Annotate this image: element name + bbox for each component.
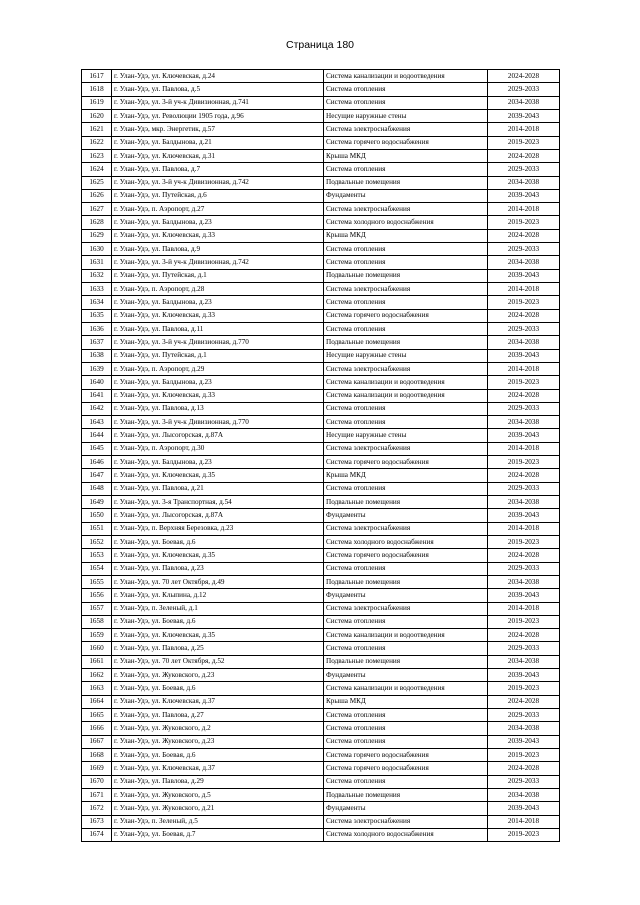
row-number: 1668 <box>82 748 112 761</box>
building-address: г. Улан-Удэ, п. Аэропорт, д.27 <box>112 203 324 216</box>
row-number: 1650 <box>82 509 112 522</box>
repair-period: 2014-2018 <box>488 602 560 615</box>
row-number: 1657 <box>82 602 112 615</box>
building-element: Система отопления <box>324 562 488 575</box>
repair-period: 2019-2023 <box>488 456 560 469</box>
row-number: 1623 <box>82 149 112 162</box>
table-row <box>82 642 560 655</box>
building-element: Подвальные помещения <box>324 575 488 588</box>
table-row <box>82 296 560 309</box>
table-row <box>82 429 560 442</box>
row-number: 1625 <box>82 176 112 189</box>
repair-period: 2039-2043 <box>488 429 560 442</box>
row-number: 1643 <box>82 416 112 429</box>
table-row <box>82 828 560 841</box>
row-number: 1663 <box>82 682 112 695</box>
table-row <box>82 589 560 602</box>
table-row <box>82 509 560 522</box>
table-row <box>82 402 560 415</box>
row-number: 1641 <box>82 389 112 402</box>
row-number: 1666 <box>82 722 112 735</box>
table-row <box>82 70 560 83</box>
row-number: 1640 <box>82 376 112 389</box>
building-element: Система электроснабжения <box>324 522 488 535</box>
building-address: г. Улан-Удэ, ул. 70 лет Октября, д.52 <box>112 655 324 668</box>
building-element: Система отопления <box>324 775 488 788</box>
building-address: г. Улан-Удэ, ул. Боевая, д.6 <box>112 682 324 695</box>
repair-period: 2039-2043 <box>488 189 560 202</box>
building-element: Крыша МКД <box>324 229 488 242</box>
building-address: г. Улан-Удэ, ул. Ключевская, д.33 <box>112 229 324 242</box>
row-number: 1669 <box>82 762 112 775</box>
table-row <box>82 469 560 482</box>
table-row <box>82 163 560 176</box>
table-row <box>82 669 560 682</box>
table-row <box>82 682 560 695</box>
row-number: 1670 <box>82 775 112 788</box>
table-row <box>82 709 560 722</box>
row-number: 1647 <box>82 469 112 482</box>
building-element: Крыша МКД <box>324 695 488 708</box>
building-address: г. Улан-Удэ, ул. Балдынова, д.21 <box>112 136 324 149</box>
repair-period: 2039-2043 <box>488 269 560 282</box>
building-element: Фундаменты <box>324 589 488 602</box>
repair-period: 2024-2028 <box>488 469 560 482</box>
row-number: 1672 <box>82 802 112 815</box>
row-number: 1626 <box>82 189 112 202</box>
building-element: Подвальные помещения <box>324 788 488 801</box>
building-address: г. Улан-Удэ, ул. Ключевская, д.35 <box>112 469 324 482</box>
building-element: Система электроснабжения <box>324 362 488 375</box>
building-address: г. Улан-Удэ, ул. Павлова, д.25 <box>112 642 324 655</box>
building-element: Система отопления <box>324 722 488 735</box>
building-address: г. Улан-Удэ, п. Зеленый, д.1 <box>112 602 324 615</box>
table-row <box>82 123 560 136</box>
row-number: 1673 <box>82 815 112 828</box>
building-element: Система отопления <box>324 482 488 495</box>
building-element: Система горячего водоснабжения <box>324 748 488 761</box>
building-address: г. Улан-Удэ, ул. Павлова, д.23 <box>112 562 324 575</box>
repair-period: 2014-2018 <box>488 203 560 216</box>
repair-period: 2019-2023 <box>488 828 560 841</box>
row-number: 1649 <box>82 496 112 509</box>
building-address: г. Улан-Удэ, ул. Жуковского, д.23 <box>112 735 324 748</box>
table-row <box>82 216 560 229</box>
repair-period: 2024-2028 <box>488 149 560 162</box>
row-number: 1646 <box>82 456 112 469</box>
repair-period: 2019-2023 <box>488 296 560 309</box>
building-element: Подвальные помещения <box>324 269 488 282</box>
repair-period: 2034-2038 <box>488 416 560 429</box>
row-number: 1661 <box>82 655 112 668</box>
building-address: г. Улан-Удэ, ул. Ключевская, д.31 <box>112 149 324 162</box>
repair-period: 2024-2028 <box>488 389 560 402</box>
building-element: Фундаменты <box>324 802 488 815</box>
building-element: Несущие наружные стены <box>324 429 488 442</box>
repair-period: 2029-2033 <box>488 709 560 722</box>
building-element: Фундаменты <box>324 509 488 522</box>
repair-period: 2034-2038 <box>488 655 560 668</box>
building-address: г. Улан-Удэ, ул. Боевая, д.6 <box>112 615 324 628</box>
building-address: г. Улан-Удэ, ул. Павлова, д.5 <box>112 83 324 96</box>
repair-period: 2024-2028 <box>488 229 560 242</box>
table-row <box>82 615 560 628</box>
row-number: 1654 <box>82 562 112 575</box>
repair-period: 2029-2033 <box>488 243 560 256</box>
row-number: 1665 <box>82 709 112 722</box>
building-address: г. Улан-Удэ, ул. 3-й уч-к Дивизионная, д.742 <box>112 256 324 269</box>
repair-period: 2034-2038 <box>488 496 560 509</box>
repair-period: 2029-2033 <box>488 322 560 335</box>
registry-table <box>81 69 560 842</box>
row-number: 1637 <box>82 336 112 349</box>
repair-period: 2029-2033 <box>488 775 560 788</box>
repair-period: 2039-2043 <box>488 109 560 122</box>
repair-period: 2034-2038 <box>488 722 560 735</box>
building-element: Система отопления <box>324 402 488 415</box>
building-element: Система горячего водоснабжения <box>324 309 488 322</box>
table-row <box>82 283 560 296</box>
building-address: г. Улан-Удэ, ул. Балдынова, д.23 <box>112 456 324 469</box>
repair-period: 2014-2018 <box>488 123 560 136</box>
table-row <box>82 269 560 282</box>
building-element: Система канализации и водоотведения <box>324 682 488 695</box>
building-element: Крыша МКД <box>324 149 488 162</box>
table-row <box>82 482 560 495</box>
building-element: Подвальные помещения <box>324 496 488 509</box>
building-address: г. Улан-Удэ, ул. 3-я Транспортная, д.54 <box>112 496 324 509</box>
building-address: г. Улан-Удэ, ул. Жуковского, д.23 <box>112 669 324 682</box>
building-address: г. Улан-Удэ, ул. 3-й уч-к Дивизионная, д.770 <box>112 336 324 349</box>
table-row <box>82 176 560 189</box>
table-row <box>82 349 560 362</box>
building-address: г. Улан-Удэ, ул. Ключевская, д.33 <box>112 389 324 402</box>
building-element: Система холодного водоснабжения <box>324 535 488 548</box>
repair-period: 2014-2018 <box>488 442 560 455</box>
row-number: 1658 <box>82 615 112 628</box>
row-number: 1652 <box>82 535 112 548</box>
table-row <box>82 562 560 575</box>
row-number: 1619 <box>82 96 112 109</box>
table-row <box>82 522 560 535</box>
building-element: Система отопления <box>324 709 488 722</box>
building-address: г. Улан-Удэ, ул. Павлова, д.11 <box>112 322 324 335</box>
table-row <box>82 629 560 642</box>
building-address: г. Улан-Удэ, ул. Путейская, д.1 <box>112 269 324 282</box>
building-element: Система отопления <box>324 256 488 269</box>
row-number: 1674 <box>82 828 112 841</box>
building-element: Фундаменты <box>324 669 488 682</box>
repair-period: 2014-2018 <box>488 815 560 828</box>
repair-period: 2039-2043 <box>488 735 560 748</box>
row-number: 1633 <box>82 283 112 296</box>
repair-period: 2034-2038 <box>488 256 560 269</box>
building-address: г. Улан-Удэ, ул. Лысогорская, д.87А <box>112 429 324 442</box>
building-address: г. Улан-Удэ, ул. Балдынова, д.23 <box>112 296 324 309</box>
row-number: 1631 <box>82 256 112 269</box>
building-element: Система отопления <box>324 735 488 748</box>
table-row <box>82 802 560 815</box>
building-address: г. Улан-Удэ, п. Аэропорт, д.28 <box>112 283 324 296</box>
row-number: 1660 <box>82 642 112 655</box>
building-element: Система канализации и водоотведения <box>324 389 488 402</box>
repair-period: 2039-2043 <box>488 802 560 815</box>
row-number: 1636 <box>82 322 112 335</box>
row-number: 1629 <box>82 229 112 242</box>
table-row <box>82 229 560 242</box>
row-number: 1667 <box>82 735 112 748</box>
table-row <box>82 762 560 775</box>
building-element: Система холодного водоснабжения <box>324 828 488 841</box>
building-element: Система отопления <box>324 322 488 335</box>
building-address: г. Улан-Удэ, ул. Боевая, д.7 <box>112 828 324 841</box>
table-row <box>82 189 560 202</box>
table-row <box>82 788 560 801</box>
building-element: Система горячего водоснабжения <box>324 762 488 775</box>
table-row <box>82 136 560 149</box>
building-element: Крыша МКД <box>324 469 488 482</box>
row-number: 1659 <box>82 629 112 642</box>
repair-period: 2024-2028 <box>488 309 560 322</box>
table-row <box>82 322 560 335</box>
repair-period: 2014-2018 <box>488 362 560 375</box>
row-number: 1642 <box>82 402 112 415</box>
building-address: г. Улан-Удэ, ул. Революции 1905 года, д.96 <box>112 109 324 122</box>
table-row <box>82 775 560 788</box>
building-address: г. Улан-Удэ, ул. Балдынова, д.23 <box>112 376 324 389</box>
row-number: 1664 <box>82 695 112 708</box>
table-row <box>82 336 560 349</box>
building-element: Фундаменты <box>324 189 488 202</box>
row-number: 1656 <box>82 589 112 602</box>
row-number: 1644 <box>82 429 112 442</box>
repair-period: 2019-2023 <box>488 748 560 761</box>
building-element: Система электроснабжения <box>324 815 488 828</box>
repair-period: 2029-2033 <box>488 642 560 655</box>
repair-period: 2019-2023 <box>488 682 560 695</box>
row-number: 1630 <box>82 243 112 256</box>
building-address: г. Улан-Удэ, ул. Путейская, д.6 <box>112 189 324 202</box>
table-row <box>82 96 560 109</box>
repair-period: 2029-2033 <box>488 402 560 415</box>
table-row <box>82 748 560 761</box>
row-number: 1627 <box>82 203 112 216</box>
building-element: Система горячего водоснабжения <box>324 456 488 469</box>
building-element: Система отопления <box>324 96 488 109</box>
repair-period: 2029-2033 <box>488 562 560 575</box>
building-address: г. Улан-Удэ, п. Верхняя Березовка, д.23 <box>112 522 324 535</box>
table-row <box>82 496 560 509</box>
row-number: 1648 <box>82 482 112 495</box>
repair-period: 2019-2023 <box>488 535 560 548</box>
table-row <box>82 549 560 562</box>
table-row <box>82 722 560 735</box>
table-row <box>82 735 560 748</box>
repair-period: 2024-2028 <box>488 629 560 642</box>
repair-period: 2034-2038 <box>488 96 560 109</box>
row-number: 1639 <box>82 362 112 375</box>
table-row <box>82 389 560 402</box>
table-row <box>82 309 560 322</box>
building-element: Система электроснабжения <box>324 123 488 136</box>
registry-table-body <box>82 70 560 842</box>
building-element: Система канализации и водоотведения <box>324 376 488 389</box>
repair-period: 2019-2023 <box>488 615 560 628</box>
building-element: Система электроснабжения <box>324 283 488 296</box>
repair-period: 2034-2038 <box>488 788 560 801</box>
building-element: Система отопления <box>324 642 488 655</box>
building-address: г. Улан-Удэ, ул. Павлова, д.7 <box>112 163 324 176</box>
table-row <box>82 376 560 389</box>
table-row <box>82 602 560 615</box>
building-element: Система канализации и водоотведения <box>324 629 488 642</box>
building-address: г. Улан-Удэ, ул. Жуковского, д.5 <box>112 788 324 801</box>
repair-period: 2039-2043 <box>488 669 560 682</box>
building-address: г. Улан-Удэ, ул. Павлова, д.29 <box>112 775 324 788</box>
repair-period: 2014-2018 <box>488 283 560 296</box>
row-number: 1635 <box>82 309 112 322</box>
building-address: г. Улан-Удэ, ул. Боевая, д.6 <box>112 748 324 761</box>
row-number: 1671 <box>82 788 112 801</box>
building-address: г. Улан-Удэ, ул. Балдынова, д.23 <box>112 216 324 229</box>
repair-period: 2039-2043 <box>488 589 560 602</box>
row-number: 1651 <box>82 522 112 535</box>
building-address: г. Улан-Удэ, ул. Путейская, д.1 <box>112 349 324 362</box>
table-row <box>82 575 560 588</box>
repair-period: 2024-2028 <box>488 762 560 775</box>
building-address: г. Улан-Удэ, ул. Ключевская, д.35 <box>112 549 324 562</box>
table-row <box>82 149 560 162</box>
repair-period: 2039-2043 <box>488 349 560 362</box>
row-number: 1655 <box>82 575 112 588</box>
building-element: Система горячего водоснабжения <box>324 549 488 562</box>
building-address: г. Улан-Удэ, ул. Клыпина, д.12 <box>112 589 324 602</box>
building-address: г. Улан-Удэ, мкр. Энергетик, д.57 <box>112 123 324 136</box>
repair-period: 2034-2038 <box>488 336 560 349</box>
building-element: Система отопления <box>324 243 488 256</box>
building-element: Система отопления <box>324 615 488 628</box>
table-row <box>82 109 560 122</box>
table-row <box>82 203 560 216</box>
building-element: Подвальные помещения <box>324 336 488 349</box>
table-row <box>82 362 560 375</box>
row-number: 1617 <box>82 70 112 83</box>
building-address: г. Улан-Удэ, ул. Лысогорская, д.87А <box>112 509 324 522</box>
building-address: г. Улан-Удэ, ул. Павлова, д.9 <box>112 243 324 256</box>
repair-period: 2024-2028 <box>488 549 560 562</box>
row-number: 1621 <box>82 123 112 136</box>
building-element: Система отопления <box>324 163 488 176</box>
repair-period: 2034-2038 <box>488 176 560 189</box>
repair-period: 2024-2028 <box>488 70 560 83</box>
building-element: Система отопления <box>324 416 488 429</box>
building-address: г. Улан-Удэ, ул. Жуковского, д.2 <box>112 722 324 735</box>
table-row <box>82 815 560 828</box>
row-number: 1628 <box>82 216 112 229</box>
repair-period: 2019-2023 <box>488 376 560 389</box>
table-row <box>82 243 560 256</box>
repair-period: 2029-2033 <box>488 482 560 495</box>
table-row <box>82 695 560 708</box>
building-address: г. Улан-Удэ, ул. 3-й уч-к Дивизионная, д.742 <box>112 176 324 189</box>
row-number: 1624 <box>82 163 112 176</box>
building-address: г. Улан-Удэ, ул. Жуковского, д.21 <box>112 802 324 815</box>
building-element: Подвальные помещения <box>324 655 488 668</box>
building-address: г. Улан-Удэ, ул. Ключевская, д.35 <box>112 629 324 642</box>
row-number: 1620 <box>82 109 112 122</box>
row-number: 1632 <box>82 269 112 282</box>
table-row <box>82 256 560 269</box>
building-element: Система электроснабжения <box>324 203 488 216</box>
building-element: Система горячего водоснабжения <box>324 136 488 149</box>
table-row <box>82 442 560 455</box>
row-number: 1653 <box>82 549 112 562</box>
repair-period: 2029-2033 <box>488 163 560 176</box>
building-address: г. Улан-Удэ, ул. 70 лет Октября, д.49 <box>112 575 324 588</box>
repair-period: 2029-2033 <box>488 83 560 96</box>
building-address: г. Улан-Удэ, ул. Павлова, д.21 <box>112 482 324 495</box>
table-row <box>82 535 560 548</box>
building-address: г. Улан-Удэ, п. Зеленый, д.5 <box>112 815 324 828</box>
repair-period: 2034-2038 <box>488 575 560 588</box>
building-address: г. Улан-Удэ, п. Аэропорт, д.29 <box>112 362 324 375</box>
building-address: г. Улан-Удэ, ул. Боевая, д.6 <box>112 535 324 548</box>
repair-period: 2039-2043 <box>488 509 560 522</box>
building-element: Система канализации и водоотведения <box>324 70 488 83</box>
table-row <box>82 416 560 429</box>
building-address: г. Улан-Удэ, ул. 3-й уч-к Дивизионная, д.770 <box>112 416 324 429</box>
row-number: 1634 <box>82 296 112 309</box>
repair-period: 2019-2023 <box>488 216 560 229</box>
building-address: г. Улан-Удэ, ул. Павлова, д.27 <box>112 709 324 722</box>
building-address: г. Улан-Удэ, ул. Ключевская, д.37 <box>112 762 324 775</box>
table-row <box>82 456 560 469</box>
building-element: Система электроснабжения <box>324 602 488 615</box>
row-number: 1645 <box>82 442 112 455</box>
repair-period: 2024-2028 <box>488 695 560 708</box>
building-element: Система отопления <box>324 83 488 96</box>
repair-period: 2014-2018 <box>488 522 560 535</box>
building-element: Несущие наружные стены <box>324 109 488 122</box>
building-element: Несущие наружные стены <box>324 349 488 362</box>
row-number: 1622 <box>82 136 112 149</box>
repair-period: 2019-2023 <box>488 136 560 149</box>
row-number: 1662 <box>82 669 112 682</box>
building-address: г. Улан-Удэ, ул. Ключевская, д.37 <box>112 695 324 708</box>
row-number: 1618 <box>82 83 112 96</box>
building-element: Система электроснабжения <box>324 442 488 455</box>
building-element: Система отопления <box>324 296 488 309</box>
building-address: г. Улан-Удэ, п. Аэропорт, д.30 <box>112 442 324 455</box>
row-number: 1638 <box>82 349 112 362</box>
page-title: Страница 180 <box>285 39 355 51</box>
table-row <box>82 655 560 668</box>
building-element: Подвальные помещения <box>324 176 488 189</box>
building-address: г. Улан-Удэ, ул. Павлова, д.13 <box>112 402 324 415</box>
building-address: г. Улан-Удэ, ул. Ключевская, д.24 <box>112 70 324 83</box>
building-address: г. Улан-Удэ, ул. Ключевская, д.33 <box>112 309 324 322</box>
table-row <box>82 83 560 96</box>
building-address: г. Улан-Удэ, ул. 3-й уч-к Дивизионная, д.741 <box>112 96 324 109</box>
building-element: Система холодного водоснабжения <box>324 216 488 229</box>
